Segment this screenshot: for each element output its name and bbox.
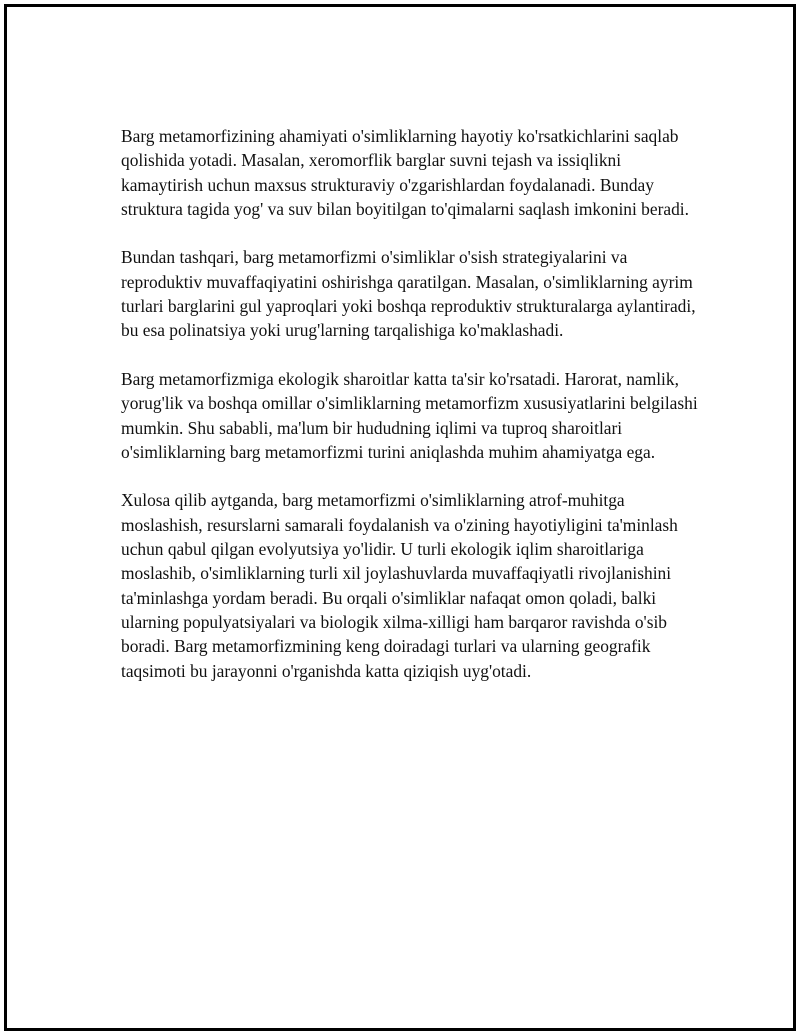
document-body [121,124,701,707]
paragraph-1: Barg metamorfizining ahamiyati o'simliklarning hayotiy ko'rsatkichlarini saqlab qolishida yotadi. Masalan, xeromorflik barglar suvni tejash va issiqlikni kamaytirish uchun maxsus strukturaviy o'zgarishlardan foydalanadi. Bunday struktura tagida yog' va suv bilan boyitilgan to'qimalarni saqlash imkonini beradi. [121,126,689,219]
paragraph-4: Xulosa qilib aytganda, barg metamorfizmi o'simliklarning atrof-muhitga moslashish, resurslarni samarali foydalanish va o'zining hayotiyligini ta'minlash uchun qabul qilgan evolyutsiya yo'lidir. U turli ekologik iqlim sharoitlariga moslashib, o'simliklarning turli xil joylashuvlarda muvaffaqiyatli rivojlanishini ta'minlashga yordam beradi. Bu orqali o'simliklar nafaqat omon qoladi, balki ularning populyatsiyalari va biologik xilma-xilligi ham barqaror ravishda o'sib boradi. Barg metamorfizmining keng doiradagi turlari va ularning geografik taqsimoti bu jarayonni o'rganishda katta qiziqish uyg'otadi. [121,490,678,681]
page-border [4,4,796,1031]
paragraph-3: Barg metamorfizmiga ekologik sharoitlar katta ta'sir ko'rsatadi. Harorat, namlik, yorug'lik va boshqa omillar o'simliklarning metamorfizm xususiyatlarini belgilashi mumkin. Shu sababli, ma'lum bir hududning iqlimi va tuproq sharoitlari o'simliklarning barg metamorfizmi turini aniqlashda muhim ahamiyatga ega. [121,368,698,462]
paragraph-2: Bundan tashqari, barg metamorfizmi o'simliklar o'sish strategiyalarini va reproduktiv muvaffaqiyatini oshirishga qaratilgan. Masalan, o'simliklarning ayrim turlari barglarini gul yaproqlari yoki boshqa reproduktiv strukturalarga aylantiradi, bu esa polinatsiya yoki urug'larning tarqalishiga ko'maklashadi. [121,247,696,341]
